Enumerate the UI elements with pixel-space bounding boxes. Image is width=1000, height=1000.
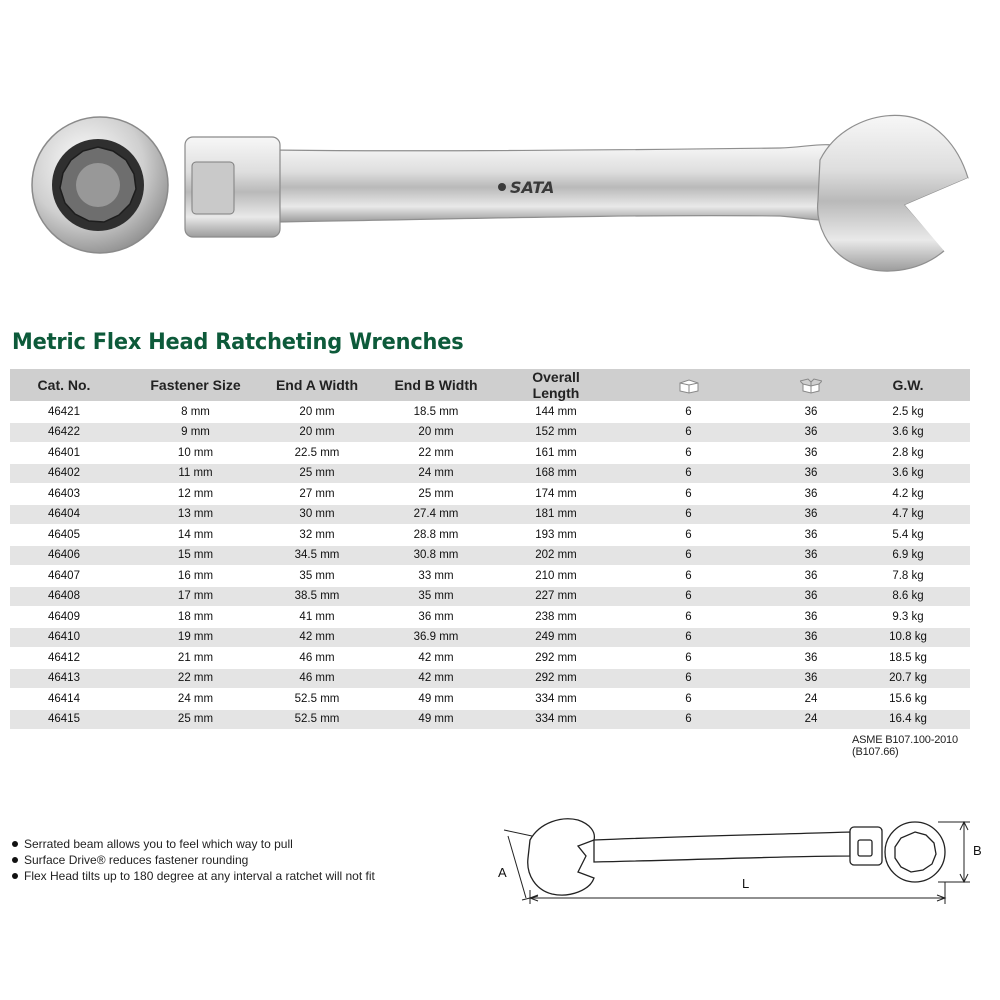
table-row bbox=[10, 443, 970, 464]
label-l: L bbox=[742, 876, 750, 891]
cell-end-b-width: 25 mm bbox=[361, 484, 511, 505]
cell-end-a-width: 42 mm bbox=[273, 627, 361, 648]
standard-note: ASME B107.100-2010 (B107.66) bbox=[852, 734, 958, 758]
cell-cat-no: 46404 bbox=[10, 504, 118, 525]
page-title: Metric Flex Head Ratcheting Wrenches bbox=[12, 330, 464, 355]
cell-end-a-width: 52.5 mm bbox=[273, 709, 361, 729]
cell-inner-box-qty: 6 bbox=[601, 463, 776, 484]
cell-gross-weight: 9.3 kg bbox=[846, 607, 970, 628]
cell-fastener-size: 10 mm bbox=[118, 443, 273, 464]
cell-outer-carton-qty: 24 bbox=[776, 709, 846, 729]
cell-end-b-width: 20 mm bbox=[361, 422, 511, 443]
cell-outer-carton-qty: 36 bbox=[776, 566, 846, 587]
cell-gross-weight: 20.7 kg bbox=[846, 668, 970, 689]
cell-overall-length: 152 mm bbox=[511, 422, 601, 443]
cell-overall-length: 249 mm bbox=[511, 627, 601, 648]
table-row bbox=[10, 525, 970, 546]
cell-end-b-width: 30.8 mm bbox=[361, 545, 511, 566]
cell-inner-box-qty: 6 bbox=[601, 525, 776, 546]
cell-end-a-width: 27 mm bbox=[273, 484, 361, 505]
col-fastener-size: Fastener Size bbox=[118, 369, 273, 402]
cell-cat-no: 46402 bbox=[10, 463, 118, 484]
cell-gross-weight: 10.8 kg bbox=[846, 627, 970, 648]
cell-fastener-size: 14 mm bbox=[118, 525, 273, 546]
cell-cat-no: 46409 bbox=[10, 607, 118, 628]
cell-overall-length: 168 mm bbox=[511, 463, 601, 484]
table-row bbox=[10, 545, 970, 566]
cell-gross-weight: 16.4 kg bbox=[846, 709, 970, 729]
wrench-product-image bbox=[0, 0, 1000, 320]
table-header-row bbox=[10, 369, 970, 402]
cell-end-b-width: 18.5 mm bbox=[361, 402, 511, 423]
cell-fastener-size: 21 mm bbox=[118, 648, 273, 669]
table-row bbox=[10, 484, 970, 505]
cell-end-a-width: 35 mm bbox=[273, 566, 361, 587]
cell-outer-carton-qty: 36 bbox=[776, 627, 846, 648]
table-row bbox=[10, 402, 970, 423]
cell-inner-box-qty: 6 bbox=[601, 504, 776, 525]
cell-overall-length: 292 mm bbox=[511, 648, 601, 669]
cell-inner-box-qty: 6 bbox=[601, 422, 776, 443]
cell-end-a-width: 22.5 mm bbox=[273, 443, 361, 464]
cell-end-b-width: 35 mm bbox=[361, 586, 511, 607]
cell-fastener-size: 16 mm bbox=[118, 566, 273, 587]
cell-inner-box-qty: 6 bbox=[601, 402, 776, 423]
cell-end-a-width: 46 mm bbox=[273, 668, 361, 689]
col-overall-length: Overall Length bbox=[511, 369, 601, 402]
table-row bbox=[10, 463, 970, 484]
cell-outer-carton-qty: 36 bbox=[776, 504, 846, 525]
cell-gross-weight: 3.6 kg bbox=[846, 463, 970, 484]
feature-item: Serrated beam allows you to feel which way to pull bbox=[10, 836, 375, 852]
cell-cat-no: 46415 bbox=[10, 709, 118, 729]
cell-overall-length: 227 mm bbox=[511, 586, 601, 607]
cell-outer-carton-qty: 36 bbox=[776, 422, 846, 443]
cell-outer-carton-qty: 24 bbox=[776, 689, 846, 710]
cell-gross-weight: 7.8 kg bbox=[846, 566, 970, 587]
col-gw: G.W. bbox=[846, 369, 970, 402]
cell-fastener-size: 12 mm bbox=[118, 484, 273, 505]
cell-gross-weight: 8.6 kg bbox=[846, 586, 970, 607]
cell-outer-carton-qty: 36 bbox=[776, 668, 846, 689]
cell-fastener-size: 22 mm bbox=[118, 668, 273, 689]
cell-gross-weight: 2.5 kg bbox=[846, 402, 970, 423]
cell-inner-box-qty: 6 bbox=[601, 443, 776, 464]
cell-overall-length: 238 mm bbox=[511, 607, 601, 628]
table-row bbox=[10, 607, 970, 628]
cell-cat-no: 46403 bbox=[10, 484, 118, 505]
cell-end-a-width: 34.5 mm bbox=[273, 545, 361, 566]
open-box-icon bbox=[800, 378, 822, 394]
cell-inner-box-qty: 6 bbox=[601, 668, 776, 689]
cell-gross-weight: 6.9 kg bbox=[846, 545, 970, 566]
cell-cat-no: 46407 bbox=[10, 566, 118, 587]
cell-outer-carton-qty: 36 bbox=[776, 607, 846, 628]
cell-end-b-width: 49 mm bbox=[361, 689, 511, 710]
cell-inner-box-qty: 6 bbox=[601, 607, 776, 628]
table-row bbox=[10, 668, 970, 689]
cell-overall-length: 210 mm bbox=[511, 566, 601, 587]
cell-gross-weight: 18.5 kg bbox=[846, 648, 970, 669]
table-row bbox=[10, 627, 970, 648]
cell-end-b-width: 33 mm bbox=[361, 566, 511, 587]
col-end-a-width: End A Width bbox=[273, 369, 361, 402]
cell-end-b-width: 49 mm bbox=[361, 709, 511, 729]
cell-fastener-size: 24 mm bbox=[118, 689, 273, 710]
cell-gross-weight: 2.8 kg bbox=[846, 443, 970, 464]
cell-end-b-width: 22 mm bbox=[361, 443, 511, 464]
feature-item: Flex Head tilts up to 180 degree at any interval a ratchet will not fit bbox=[10, 868, 375, 884]
cell-outer-carton-qty: 36 bbox=[776, 443, 846, 464]
cell-cat-no: 46422 bbox=[10, 422, 118, 443]
bullet-icon bbox=[12, 841, 18, 847]
spec-table bbox=[10, 369, 970, 729]
cell-cat-no: 46401 bbox=[10, 443, 118, 464]
cell-fastener-size: 19 mm bbox=[118, 627, 273, 648]
cell-gross-weight: 4.7 kg bbox=[846, 504, 970, 525]
cell-inner-box-qty: 6 bbox=[601, 545, 776, 566]
cell-end-a-width: 52.5 mm bbox=[273, 689, 361, 710]
cell-inner-box-qty: 6 bbox=[601, 566, 776, 587]
cell-inner-box-qty: 6 bbox=[601, 648, 776, 669]
cell-end-b-width: 42 mm bbox=[361, 648, 511, 669]
cell-end-b-width: 36.9 mm bbox=[361, 627, 511, 648]
cell-end-a-width: 46 mm bbox=[273, 648, 361, 669]
table-row bbox=[10, 504, 970, 525]
label-b: B bbox=[973, 843, 982, 858]
cell-cat-no: 46406 bbox=[10, 545, 118, 566]
svg-text:SATA: SATA bbox=[510, 178, 555, 197]
cell-cat-no: 46405 bbox=[10, 525, 118, 546]
cell-overall-length: 174 mm bbox=[511, 484, 601, 505]
cell-overall-length: 202 mm bbox=[511, 545, 601, 566]
col-outer-carton bbox=[776, 369, 846, 402]
cell-inner-box-qty: 6 bbox=[601, 586, 776, 607]
cell-fastener-size: 25 mm bbox=[118, 709, 273, 729]
table-row bbox=[10, 566, 970, 587]
cell-inner-box-qty: 6 bbox=[601, 709, 776, 729]
cell-inner-box-qty: 6 bbox=[601, 484, 776, 505]
cell-outer-carton-qty: 36 bbox=[776, 484, 846, 505]
cell-cat-no: 46412 bbox=[10, 648, 118, 669]
cell-inner-box-qty: 6 bbox=[601, 627, 776, 648]
cell-cat-no: 46414 bbox=[10, 689, 118, 710]
table-row bbox=[10, 648, 970, 669]
cell-end-a-width: 20 mm bbox=[273, 422, 361, 443]
cell-fastener-size: 15 mm bbox=[118, 545, 273, 566]
cell-end-a-width: 38.5 mm bbox=[273, 586, 361, 607]
table-row bbox=[10, 586, 970, 607]
cell-end-b-width: 36 mm bbox=[361, 607, 511, 628]
cell-overall-length: 193 mm bbox=[511, 525, 601, 546]
cell-overall-length: 181 mm bbox=[511, 504, 601, 525]
cell-end-a-width: 25 mm bbox=[273, 463, 361, 484]
cell-outer-carton-qty: 36 bbox=[776, 463, 846, 484]
cell-fastener-size: 11 mm bbox=[118, 463, 273, 484]
cell-overall-length: 161 mm bbox=[511, 443, 601, 464]
bullet-icon bbox=[12, 857, 18, 863]
col-end-b-width: End B Width bbox=[361, 369, 511, 402]
cell-end-b-width: 24 mm bbox=[361, 463, 511, 484]
dimension-l bbox=[530, 882, 945, 904]
feature-item: Surface Drive® reduces fastener rounding bbox=[10, 852, 375, 868]
table-row bbox=[10, 689, 970, 710]
bullet-icon bbox=[12, 873, 18, 879]
cell-outer-carton-qty: 36 bbox=[776, 402, 846, 423]
cell-overall-length: 334 mm bbox=[511, 689, 601, 710]
cell-outer-carton-qty: 36 bbox=[776, 545, 846, 566]
table-row bbox=[10, 709, 970, 729]
cell-overall-length: 292 mm bbox=[511, 668, 601, 689]
table-row bbox=[10, 422, 970, 443]
cell-gross-weight: 4.2 kg bbox=[846, 484, 970, 505]
label-a: A bbox=[498, 865, 507, 880]
cell-fastener-size: 18 mm bbox=[118, 607, 273, 628]
cell-gross-weight: 3.6 kg bbox=[846, 422, 970, 443]
col-inner-box bbox=[601, 369, 776, 402]
dimension-diagram bbox=[490, 800, 990, 910]
cell-cat-no: 46413 bbox=[10, 668, 118, 689]
cell-inner-box-qty: 6 bbox=[601, 689, 776, 710]
cell-fastener-size: 9 mm bbox=[118, 422, 273, 443]
cell-cat-no: 46410 bbox=[10, 627, 118, 648]
cell-fastener-size: 13 mm bbox=[118, 504, 273, 525]
cell-fastener-size: 17 mm bbox=[118, 586, 273, 607]
cell-end-a-width: 32 mm bbox=[273, 525, 361, 546]
cell-gross-weight: 5.4 kg bbox=[846, 525, 970, 546]
wrench-outline-icon bbox=[528, 819, 945, 895]
cell-cat-no: 46408 bbox=[10, 586, 118, 607]
feature-list bbox=[10, 836, 375, 884]
cell-fastener-size: 8 mm bbox=[118, 402, 273, 423]
cell-end-b-width: 42 mm bbox=[361, 668, 511, 689]
cell-cat-no: 46421 bbox=[10, 402, 118, 423]
cell-overall-length: 334 mm bbox=[511, 709, 601, 729]
cell-gross-weight: 15.6 kg bbox=[846, 689, 970, 710]
cell-overall-length: 144 mm bbox=[511, 402, 601, 423]
cell-end-b-width: 27.4 mm bbox=[361, 504, 511, 525]
cell-end-b-width: 28.8 mm bbox=[361, 525, 511, 546]
cell-end-a-width: 20 mm bbox=[273, 402, 361, 423]
cell-end-a-width: 30 mm bbox=[273, 504, 361, 525]
box-icon bbox=[678, 378, 700, 394]
col-cat-no: Cat. No. bbox=[10, 369, 118, 402]
cell-outer-carton-qty: 36 bbox=[776, 525, 846, 546]
cell-outer-carton-qty: 36 bbox=[776, 648, 846, 669]
cell-end-a-width: 41 mm bbox=[273, 607, 361, 628]
cell-outer-carton-qty: 36 bbox=[776, 586, 846, 607]
